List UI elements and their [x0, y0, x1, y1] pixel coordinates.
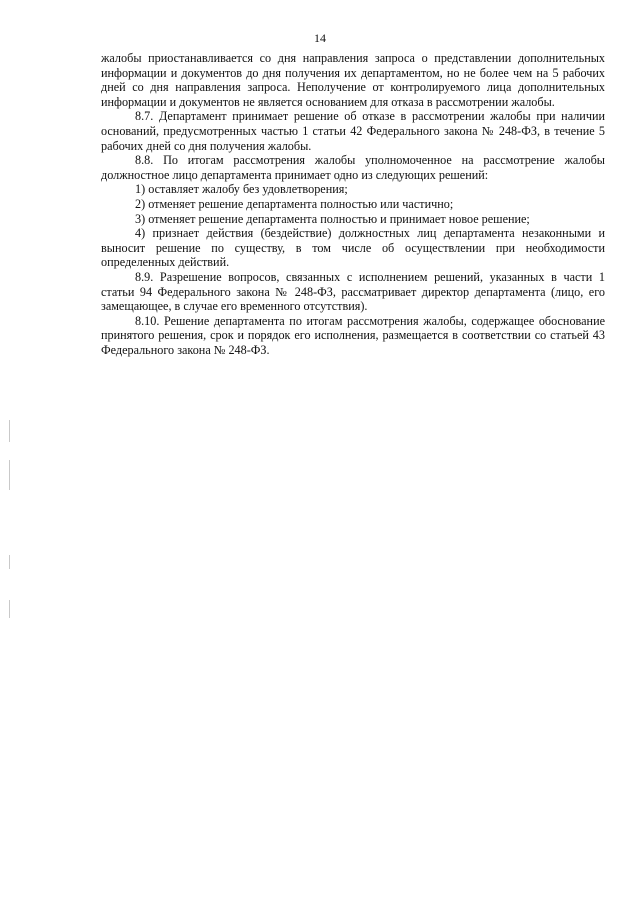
- list-item-2: 2) отменяет решение департамента полностью или частично;: [135, 196, 454, 211]
- page-number: 14: [314, 31, 326, 45]
- paragraph-continuation: жалобы приостанавливается со дня направления запроса о представлении дополнительных информации и документов до дня получения их департаментом, но не более чем на 5 рабочих дней со дня направления запроса. Неполучение от контролируемого лица дополнительных информации и документов не является основанием для отказа в рассмотрении жалобы.: [101, 51, 605, 109]
- scan-artifact: [9, 600, 10, 618]
- list-item-1: 1) оставляет жалобу без удовлетворения;: [135, 182, 348, 197]
- scan-artifact: [9, 555, 10, 569]
- paragraph-8-10: 8.10. Решение департамента по итогам рассмотрения жалобы, содержащее обоснование принятого решения, срок и порядок его исполнения, размещается в соответствии со статьей 43 Федерального закона № 248-ФЗ.: [101, 313, 605, 357]
- paragraph-8-7: 8.7. Департамент принимает решение об отказе в рассмотрении жалобы при наличии оснований, предусмотренных частью 1 статьи 42 Федерального закона № 248-ФЗ, в течение 5 рабочих дней со дня получения жалобы.: [101, 109, 605, 153]
- list-item-4: 4) признает действия (бездействие) должностных лиц департамента незаконными и выносит решение по существу, в том числе об осуществлении при необходимости определенных действий.: [101, 226, 605, 270]
- list-item-3: 3) отменяет решение департамента полностью и принимает новое решение;: [135, 211, 530, 226]
- paragraph-8-8: 8.8. По итогам рассмотрения жалобы уполномоченное на рассмотрение жалобы должностное лицо департамента принимает одно из следующих решений:: [101, 153, 605, 182]
- paragraph-8-9: 8.9. Разрешение вопросов, связанных с исполнением решений, указанных в части 1 статьи 94 Федерального закона № 248-ФЗ, рассматривает директор департамента (лицо, его замещающее, в случае его временного отсутствия).: [101, 269, 605, 314]
- document-text: [101, 51, 605, 357]
- scan-artifact: [9, 460, 10, 490]
- scan-artifact: [9, 420, 10, 442]
